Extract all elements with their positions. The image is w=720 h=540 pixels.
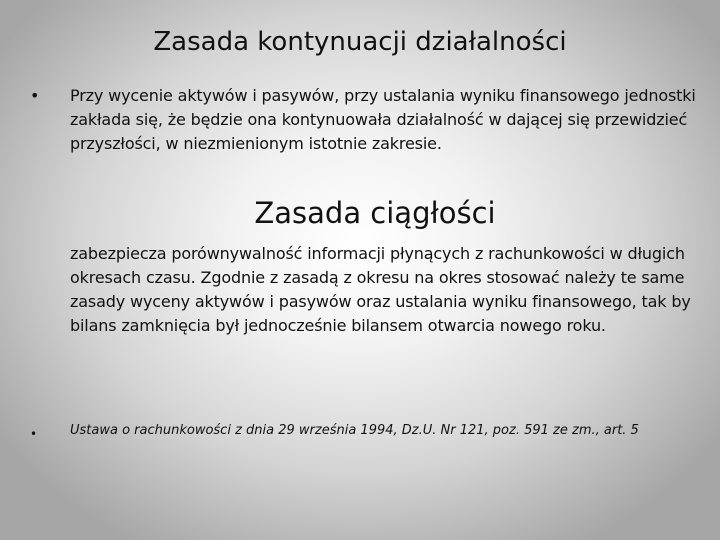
bullet-marker: • [30, 86, 40, 105]
section-heading-continuity: Zasada ciągłości [254, 196, 496, 230]
slide-title: Zasada kontynuacji działalności [153, 27, 567, 57]
continuity-paragraph: zabezpiecza porównywalność informacji płynących z rachunkowości w długich okresach czasu. Zgodnie z zasadą z okresu na okres stosować należy te same zasady wyceny aktywów i pasywów oraz ustalania wyniku finansowego, tak by bilans zamknięcia był jednocześnie bilansem otwarcia nowego roku. [70, 244, 691, 335]
legal-reference-text: Ustawa o rachunkowości z dnia 29 września 1994, Dz.U. Nr 121, poz. 591 ze zm., art. 5 [70, 423, 639, 438]
bullet-continuity-text: Przy wycenie aktywów i pasywów, przy ustalania wyniku finansowego jednostki zakłada się, że będzie ona kontynuowała działalność w dającej się przewidzieć przyszłości, w niezmienionym istotnie zakresie. [70, 86, 696, 153]
bullet-marker: • [30, 427, 38, 441]
